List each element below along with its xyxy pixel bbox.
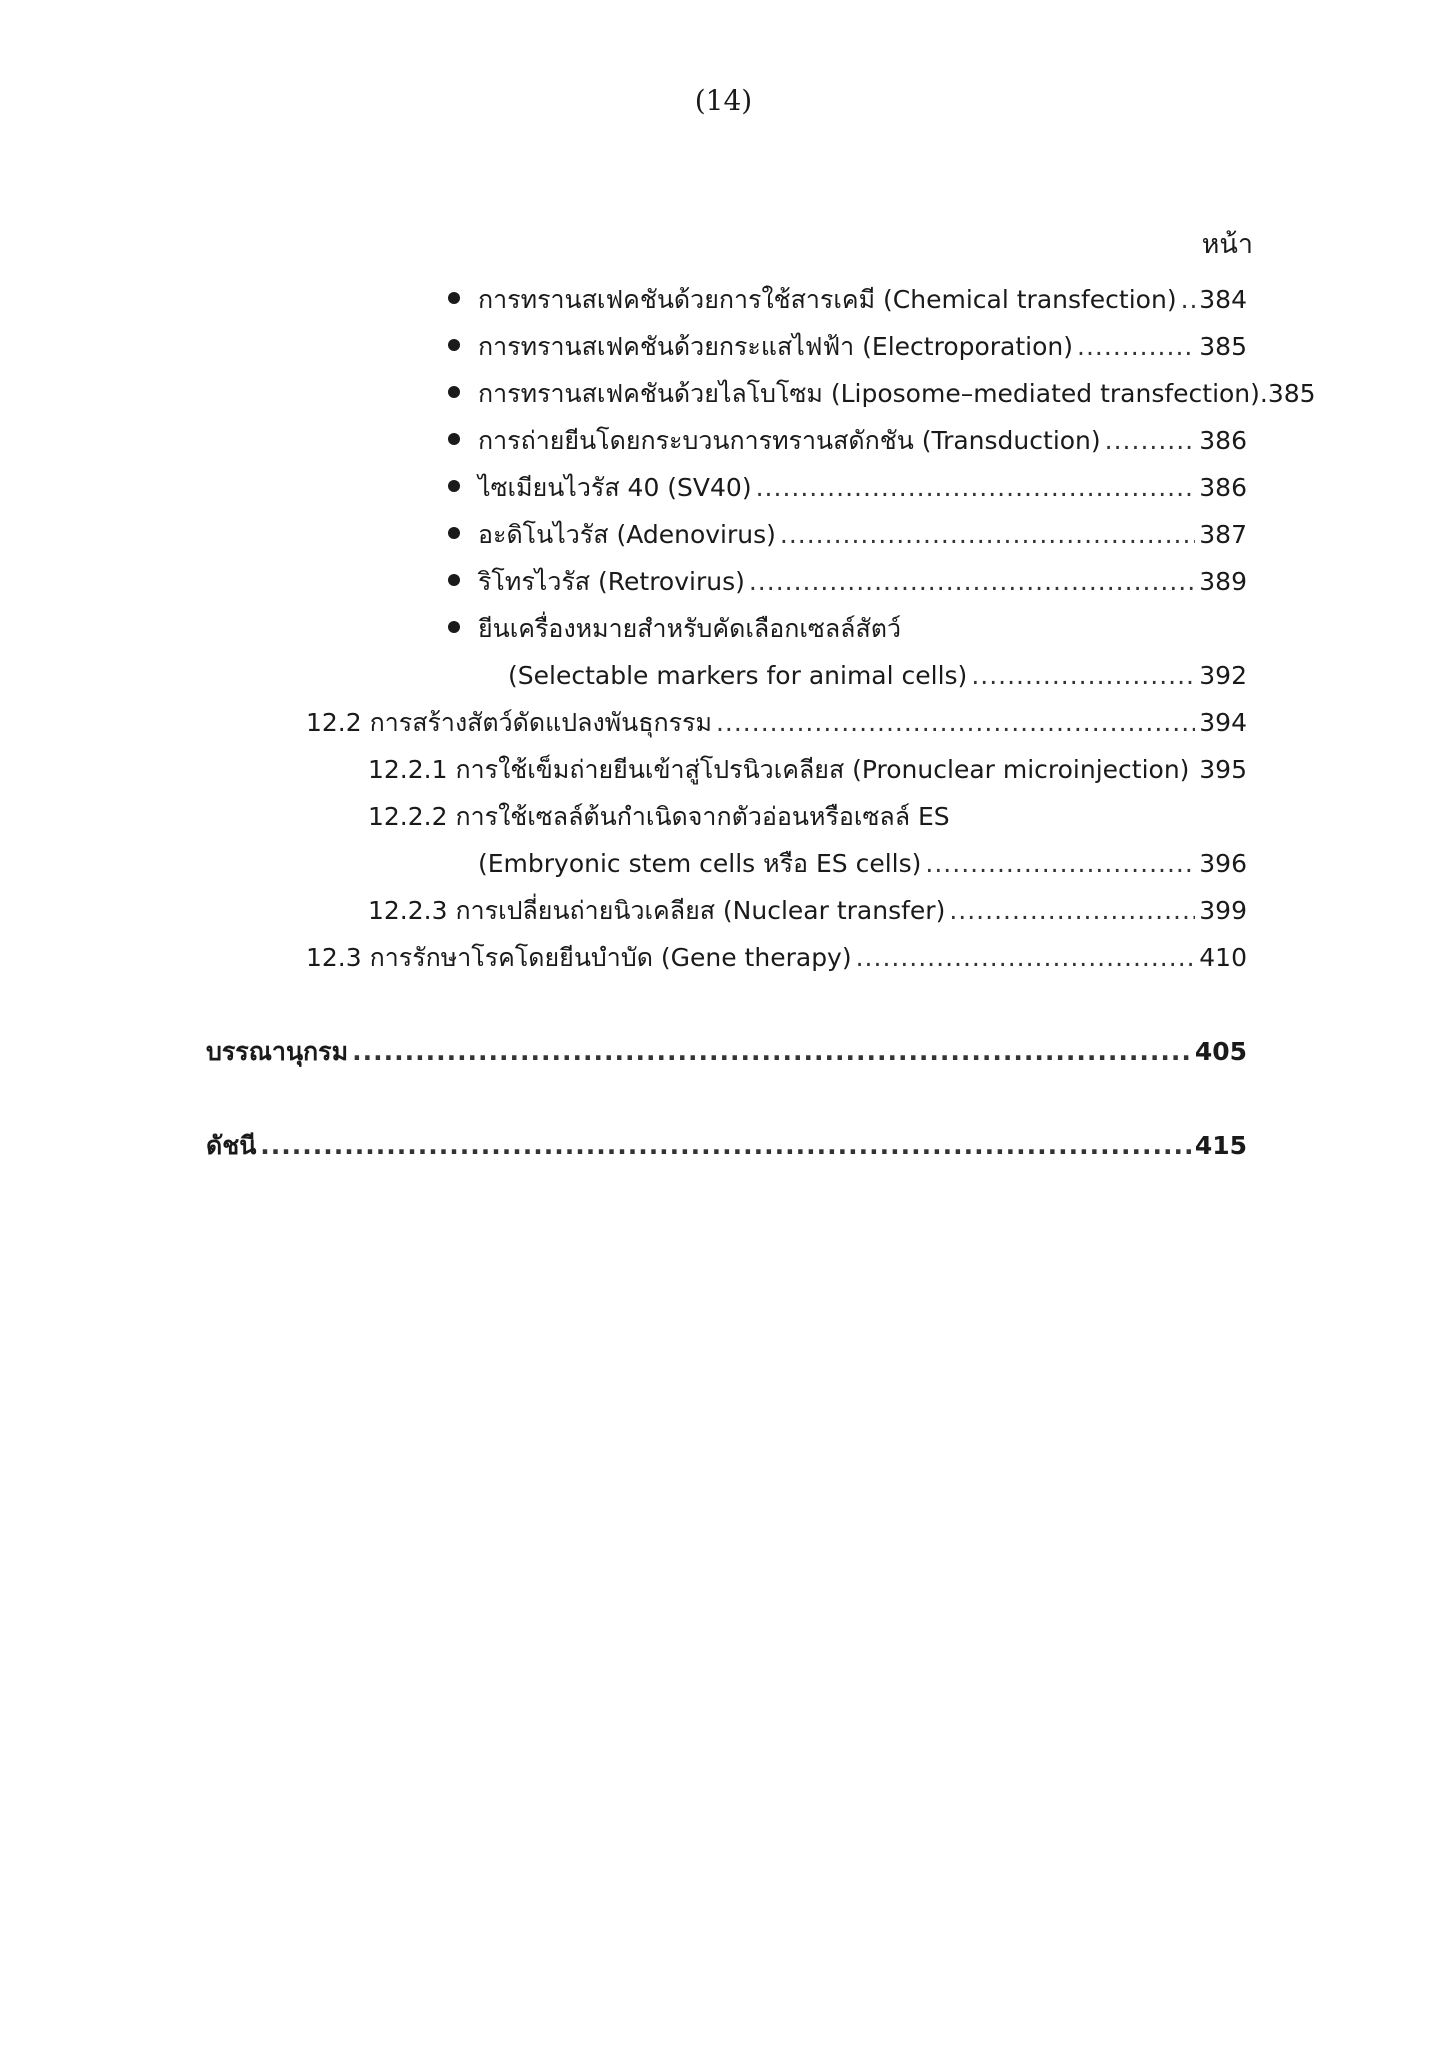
- toc-entry-sv40[interactable]: [448, 468, 1247, 508]
- dot-leader: [925, 844, 1195, 884]
- toc-entry-12-2-1[interactable]: [368, 750, 1247, 790]
- entry-title: การทรานสเฟคชันด้วยการใช้สารเคมี (Chemical transfection): [478, 285, 1177, 314]
- toc-entry-12-3[interactable]: [306, 938, 1247, 978]
- entry-title: ไซเมียนไวรัส 40 (SV40): [478, 473, 752, 502]
- entry-title: การทรานสเฟคชันด้วยไลโบโซม (Liposome–mediated transfection): [478, 379, 1260, 408]
- toc-entry-electroporation[interactable]: [448, 327, 1247, 367]
- entry-page: 394: [1199, 708, 1247, 737]
- entry-title: 12.2.3 การเปลี่ยนถ่ายนิวเคลียส (Nuclear transfer): [368, 896, 946, 925]
- toc-entry-selectable-markers-heading[interactable]: [448, 609, 901, 649]
- entry-title: ริโทรไวรัส (Retrovirus): [478, 567, 745, 596]
- entry-page: 405: [1194, 1037, 1247, 1066]
- toc-entry-12-2[interactable]: [306, 703, 1247, 743]
- entry-page: 392: [1199, 661, 1247, 690]
- entry-title: ดัชนี: [206, 1131, 257, 1160]
- dot-leader: [971, 656, 1195, 696]
- entry-title: การถ่ายยีนโดยกระบวนการทรานสดักชัน (Transduction): [478, 426, 1101, 455]
- entry-title: (Embryonic stem cells หรือ ES cells): [478, 849, 922, 878]
- entry-page: 386: [1199, 426, 1247, 455]
- bullet-icon: [448, 339, 460, 351]
- toc-entry-adenovirus[interactable]: [448, 515, 1247, 555]
- toc-entry-12-2-3[interactable]: [368, 891, 1247, 931]
- toc-entry-12-2-2[interactable]: [478, 844, 1247, 884]
- bullet-icon: [448, 480, 460, 492]
- page-column-label: หน้า: [1201, 229, 1253, 260]
- entry-page: 396: [1199, 849, 1247, 878]
- toc-entry-12-2-2-heading[interactable]: [368, 797, 950, 837]
- dot-leader: [756, 468, 1196, 508]
- dot-leader: [856, 938, 1196, 978]
- dot-leader: [949, 891, 1195, 931]
- entry-title: 12.3 การรักษาโรคโดยยีนบำบัด (Gene therapy): [306, 943, 852, 972]
- entry-title: 12.2.1 การใช้เข็มถ่ายยีนเข้าสู่โปรนิวเคลียส (Pronuclear microinjection): [368, 755, 1190, 784]
- toc-entry-selectable-markers[interactable]: [508, 656, 1247, 696]
- dot-leader: [1105, 421, 1196, 461]
- toc-entry-transduction[interactable]: [448, 421, 1247, 461]
- page-number: (14): [694, 84, 753, 117]
- entry-page: .385: [1259, 379, 1316, 408]
- toc-entry-bibliography[interactable]: [206, 1032, 1247, 1072]
- dot-leader: [352, 1032, 1191, 1072]
- toc-entry-chemical-transfection[interactable]: [448, 280, 1247, 320]
- entry-page: 384: [1199, 285, 1247, 314]
- entry-title: 12.2.2 การใช้เซลล์ต้นกำเนิดจากตัวอ่อนหรือเซลล์ ES: [368, 802, 950, 831]
- entry-page: 387: [1199, 520, 1247, 549]
- entry-page: 395: [1199, 755, 1247, 784]
- dot-leader: [1193, 750, 1195, 790]
- bullet-icon: [448, 292, 460, 304]
- bullet-icon: [448, 621, 460, 633]
- entry-page: 386: [1199, 473, 1247, 502]
- toc-entry-retrovirus[interactable]: [448, 562, 1247, 602]
- entry-title: การทรานสเฟคชันด้วยกระแสไฟฟ้า (Electroporation): [478, 332, 1074, 361]
- entry-page: 399: [1199, 896, 1247, 925]
- entry-title: (Selectable markers for animal cells): [508, 661, 968, 690]
- bullet-icon: [448, 386, 460, 398]
- dot-leader: [260, 1126, 1191, 1166]
- toc-entry-index[interactable]: [206, 1126, 1247, 1166]
- dot-leader: [749, 562, 1195, 602]
- dot-leader: [1181, 280, 1196, 320]
- dot-leader: [1077, 327, 1195, 367]
- dot-leader: [780, 515, 1195, 555]
- entry-page: 415: [1194, 1131, 1247, 1160]
- entry-page: 385: [1199, 332, 1247, 361]
- entry-page: 389: [1199, 567, 1247, 596]
- dot-leader: [716, 703, 1195, 743]
- bullet-icon: [448, 433, 460, 445]
- toc-entry-liposome[interactable]: [448, 374, 1316, 414]
- entry-page: 410: [1199, 943, 1247, 972]
- bullet-icon: [448, 574, 460, 586]
- entry-title: บรรณานุกรม: [206, 1037, 349, 1066]
- entry-title: ยีนเครื่องหมายสำหรับคัดเลือกเซลล์สัตว์: [478, 614, 902, 643]
- entry-title: 12.2 การสร้างสัตว์ดัดแปลงพันธุกรรม: [306, 708, 712, 737]
- bullet-icon: [448, 527, 460, 539]
- entry-title: อะดิโนไวรัส (Adenovirus): [478, 520, 776, 549]
